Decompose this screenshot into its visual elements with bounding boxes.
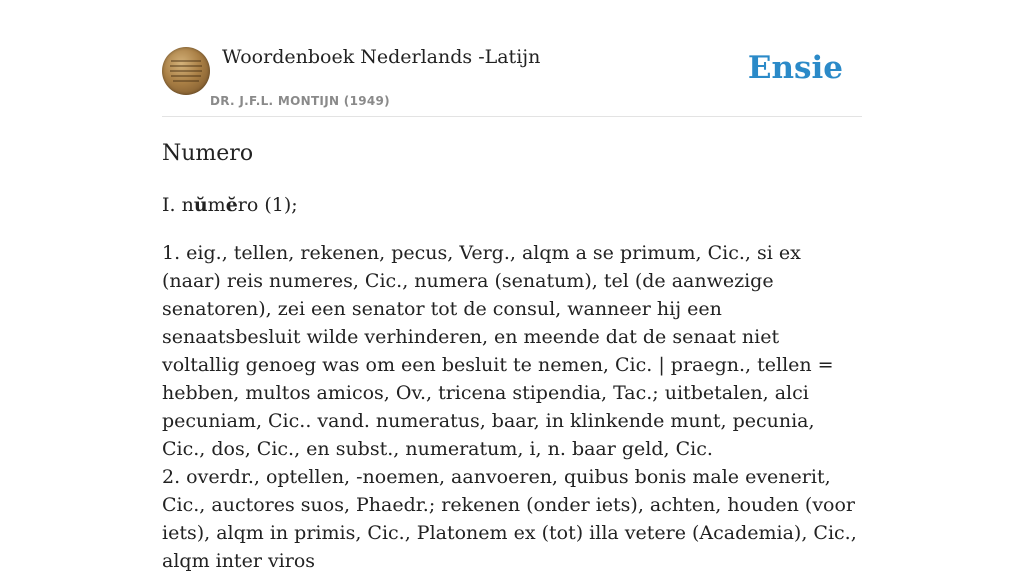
coin-inscription-icon bbox=[168, 57, 204, 85]
definition-paragraph: 1. eig., tellen, rekenen, pecus, Verg., alqm a se primum, Cic., si ex (naar) reis numeres, Cic., numera (senatum), tel (de aanwezige senatoren), zei een senator tot de consul, wanneer hij een senaatsbesluit wilde verhinderen, en meende dat de senaat niet voltallig genoeg was om een besluit te nemen, Cic. | praegn., tellen = hebben, multos amicos, Ov., tricena stipendia, Tac.; uitbetalen, alci pecuniam, Cic.. vand. numeratus, baar, in klinkende munt, pecunia, Cic., dos, Cic., en subst., numeratum, i, n. baar geld, Cic. bbox=[162, 242, 834, 460]
entry-title: Numero bbox=[162, 141, 254, 166]
headword-m: m bbox=[207, 194, 226, 216]
entry-body bbox=[162, 239, 862, 575]
coin-logo-icon[interactable] bbox=[162, 47, 210, 95]
dictionary-title[interactable]: Woordenboek Nederlands -Latijn bbox=[222, 46, 541, 68]
site-header bbox=[162, 0, 862, 117]
headword bbox=[162, 194, 298, 216]
headword-u-breve: ŭ bbox=[193, 194, 208, 216]
page bbox=[162, 0, 862, 572]
headword-e-breve: ĕ bbox=[225, 194, 238, 216]
headword-suffix: ro (1); bbox=[237, 194, 298, 216]
brand-logo-link[interactable]: Ensie bbox=[747, 50, 843, 86]
definition-paragraph: 2. overdr., optellen, -noemen, aanvoeren, quibus bonis male evenerit, Cic., auctores suos, Phaedr.; rekenen (onder iets), achten, houden (voor iets), alqm in primis, Cic., Platonem ex (tot) illa vetere (Academia), Cic., alqm inter viros bbox=[162, 466, 857, 572]
headword-prefix: I. n bbox=[162, 194, 194, 216]
dictionary-author: DR. J.F.L. MONTIJN (1949) bbox=[210, 94, 390, 108]
